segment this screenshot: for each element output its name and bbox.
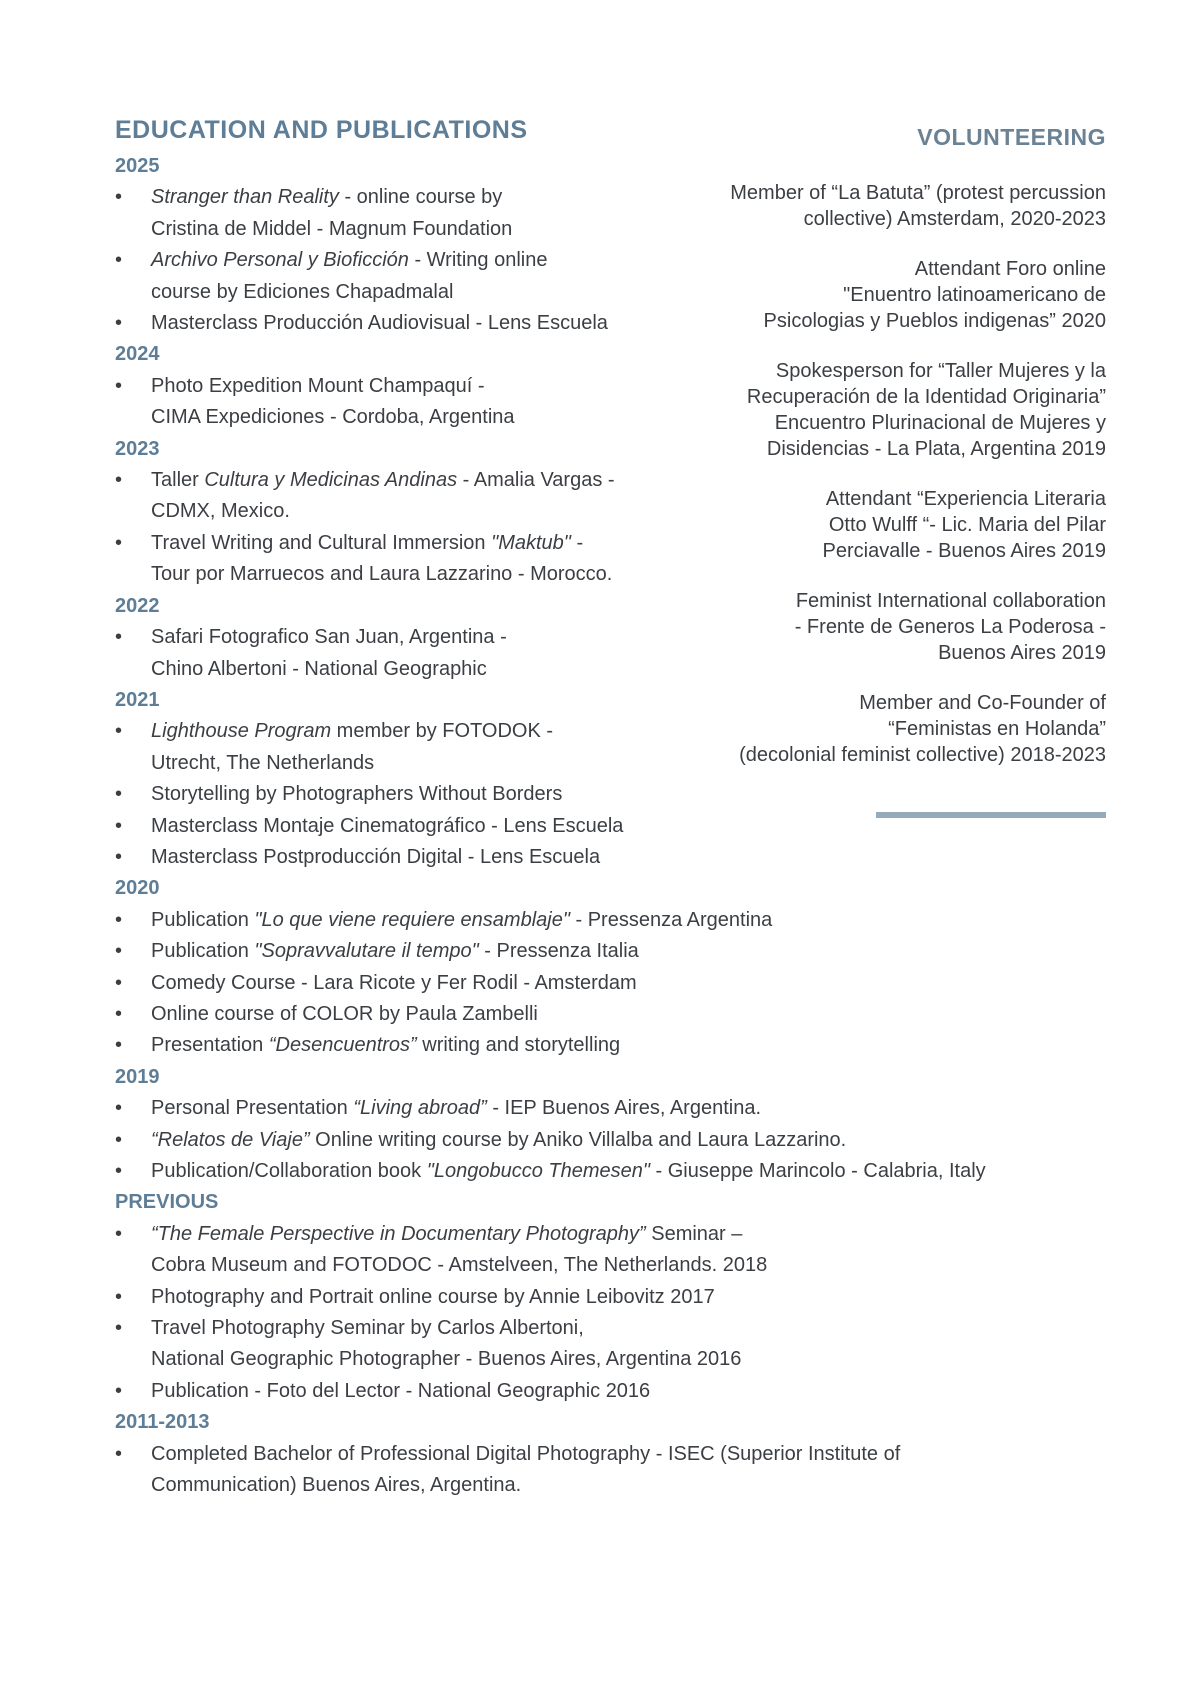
volunteering-item	[666, 588, 1106, 666]
education-item-line	[151, 1219, 1075, 1250]
text-segment: -	[570, 531, 584, 554]
education-title: EDUCATION AND PUBLICATIONS	[115, 116, 528, 144]
text-segment: Masterclass Producción Audiovisual - Lens Escuela	[151, 312, 608, 335]
text-segment: Presentation	[151, 1034, 269, 1057]
bullet-icon: •	[115, 783, 123, 806]
bullet-icon: •	[115, 1160, 123, 1182]
education-item	[115, 1219, 1075, 1282]
year-heading: 2020	[115, 877, 160, 900]
bullet-icon: •	[115, 1002, 123, 1025]
year-heading: PREVIOUS	[115, 1191, 219, 1214]
education-item-line	[151, 1470, 1075, 1501]
education-item-line	[151, 968, 1075, 999]
education-item	[115, 999, 1075, 1030]
text-segment: Publication	[151, 908, 255, 931]
volunteering-item	[666, 690, 1106, 768]
text-segment: Photography and Portrait online course by Annie Leibovitz 2017	[151, 1285, 715, 1308]
text-segment: CIMA Expediciones - Cordoba, Argentina	[151, 406, 515, 429]
italic-title: Stranger than Reality	[151, 186, 339, 209]
bullet-icon: •	[115, 1285, 123, 1308]
text-segment: Cristina de Middel - Magnum Foundation	[151, 217, 513, 240]
education-item-line	[151, 1282, 1075, 1313]
volunteering-item	[666, 256, 1106, 334]
volunteering-item	[666, 358, 1106, 462]
education-item	[115, 936, 1075, 967]
text-segment: - IEP Buenos Aires, Argentina.	[486, 1097, 762, 1120]
italic-title: "Sopravvalutare il tempo"	[254, 940, 479, 963]
text-segment: Photo Expedition Mount Champaquí -	[151, 374, 485, 397]
education-item-line	[151, 1439, 1075, 1470]
text-segment: - Pressenza Argentina	[569, 908, 773, 931]
volunteering-line: Encuentro Plurinacional de Mujeres y	[774, 412, 1106, 434]
bullet-icon: •	[115, 1442, 123, 1465]
bullet-icon: •	[115, 374, 123, 397]
education-item-line	[151, 1030, 1075, 1061]
volunteering-line: "Enuentro latinoamericano de	[843, 284, 1106, 306]
bullet-icon: •	[115, 720, 123, 743]
text-segment: Safari Fotografico San Juan, Argentina -	[151, 626, 507, 649]
bullet-icon: •	[115, 1317, 123, 1340]
italic-title: "Maktub"	[491, 531, 571, 554]
text-segment: Seminar –	[645, 1222, 743, 1245]
education-item-line	[151, 842, 1075, 873]
volunteering-list	[666, 180, 1106, 792]
text-segment: Travel Photography Seminar by Carlos Albertoni,	[151, 1317, 584, 1340]
volunteering-line: (decolonial feminist collective) 2018-2023	[739, 744, 1106, 766]
volunteering-item	[666, 486, 1106, 564]
volunteering-line: Disidencias - La Plata, Argentina 2019	[766, 438, 1106, 460]
bullet-icon: •	[115, 845, 123, 868]
italic-title: “The Female Perspective in Documentary Photography”	[151, 1222, 646, 1245]
italic-title: "Lo que viene requiere ensamblaje"	[254, 908, 570, 931]
text-segment: - Giuseppe Marincolo - Calabria, Italy	[649, 1160, 986, 1182]
bullet-icon: •	[115, 469, 123, 492]
bullet-icon: •	[115, 312, 123, 335]
text-segment: Publication	[151, 940, 255, 963]
text-segment: Cobra Museum and FOTODOC - Amstelveen, The Netherlands. 2018	[151, 1254, 768, 1277]
education-item-line	[151, 1344, 1075, 1375]
volunteering-line: Recuperación de la Identidad Originaria”	[746, 386, 1106, 408]
bullet-icon: •	[115, 1379, 123, 1402]
bullet-icon: •	[115, 626, 123, 649]
volunteering-line: Perciavalle - Buenos Aires 2019	[822, 540, 1106, 562]
section-divider	[876, 812, 1106, 818]
italic-title: “Living abroad”	[353, 1097, 487, 1120]
text-segment: Chino Albertoni - National Geographic	[151, 657, 487, 680]
bullet-icon: •	[115, 908, 123, 931]
text-segment: Publication/Collaboration book	[151, 1160, 427, 1182]
volunteering-line: Member of “La Batuta” (protest percussion	[730, 182, 1106, 204]
bullet-icon: •	[115, 1097, 123, 1120]
education-item	[115, 968, 1075, 999]
volunteering-line: Member and Co-Founder of	[859, 692, 1106, 714]
volunteering-line: Psicologias y Pueblos indigenas” 2020	[763, 310, 1106, 332]
volunteering-line: Buenos Aires 2019	[938, 642, 1106, 664]
text-segment: Personal Presentation	[151, 1097, 354, 1120]
volunteering-line: Spokesperson for “Taller Mujeres y la	[775, 360, 1106, 382]
education-item	[115, 905, 1075, 936]
bullet-icon: •	[115, 1034, 123, 1057]
year-heading: 2019	[115, 1065, 160, 1088]
education-item-line	[151, 999, 1075, 1030]
italic-title: Cultura y Medicinas Andinas	[204, 469, 458, 492]
education-item-line	[151, 1125, 1075, 1156]
year-heading: 2021	[115, 688, 160, 711]
education-item	[115, 842, 1075, 873]
education-item	[115, 1313, 1075, 1376]
italic-title: Archivo Personal y Bioficción	[151, 249, 409, 272]
text-segment: CDMX, Mexico.	[151, 500, 290, 523]
bullet-icon: •	[115, 531, 123, 554]
text-segment: National Geographic Photographer - Buenos Aires, Argentina 2016	[151, 1348, 742, 1371]
education-item-line	[151, 1376, 1075, 1407]
text-segment: - Pressenza Italia	[478, 940, 639, 963]
text-segment: Taller	[151, 469, 205, 492]
volunteering-line: “Feministas en Holanda”	[888, 718, 1106, 740]
bullet-icon: •	[115, 1128, 123, 1151]
text-segment: Masterclass Montaje Cinematográfico - Lens Escuela	[151, 814, 624, 837]
text-segment: Completed Bachelor of Professional Digital Photography - ISEC (Superior Institute of	[151, 1442, 901, 1465]
italic-title: “Desencuentros”	[268, 1034, 417, 1057]
text-segment: Travel Writing and Cultural Immersion	[151, 531, 492, 554]
education-item	[115, 1125, 1075, 1156]
education-item-line	[151, 905, 1075, 936]
text-segment: - Writing online	[408, 249, 548, 272]
bullet-icon: •	[115, 249, 123, 272]
volunteering-line: - Frente de Generos La Poderosa -	[794, 616, 1106, 638]
text-segment: Online writing course by Aniko Villalba and Laura Lazzarino.	[309, 1128, 847, 1151]
italic-title: "Longobucco Themesen"	[426, 1160, 650, 1182]
volunteering-item	[666, 180, 1106, 232]
text-segment: Communication) Buenos Aires, Argentina.	[151, 1474, 522, 1497]
volunteering-title: VOLUNTEERING	[917, 124, 1106, 150]
education-item	[115, 1093, 1075, 1124]
bullet-icon: •	[115, 971, 123, 994]
text-segment: Storytelling by Photographers Without Borders	[151, 783, 563, 806]
education-item	[115, 1030, 1075, 1061]
education-item-line	[151, 1156, 1075, 1187]
text-segment: course by Ediciones Chapadmalal	[151, 280, 454, 303]
bullet-icon: •	[115, 940, 123, 963]
text-segment: Online course of COLOR by Paula Zambelli	[151, 1002, 538, 1025]
education-item-line	[151, 1093, 1075, 1124]
year-heading: 2024	[115, 343, 160, 366]
education-item	[115, 1439, 1075, 1502]
year-heading: 2022	[115, 594, 160, 617]
year-heading: 2025	[115, 155, 160, 177]
education-item-line	[151, 1313, 1075, 1344]
text-segment: writing and storytelling	[416, 1034, 621, 1057]
volunteering-line: Otto Wulff “- Lic. Maria del Pilar	[828, 514, 1106, 536]
volunteering-line: Feminist International collaboration	[795, 590, 1106, 612]
text-segment: Comedy Course - Lara Ricote y Fer Rodil - Amsterdam	[151, 971, 637, 994]
volunteering-line: Attendant Foro online	[914, 258, 1106, 280]
text-segment: member by FOTODOK -	[331, 720, 553, 743]
bullet-icon: •	[115, 186, 123, 209]
education-item-line	[151, 1250, 1075, 1281]
bullet-icon: •	[115, 1222, 123, 1245]
volunteering-line: Attendant “Experiencia Literaria	[825, 488, 1106, 510]
year-heading: 2023	[115, 437, 160, 460]
volunteering-line: collective) Amsterdam, 2020-2023	[803, 208, 1106, 230]
year-heading: 2011-2013	[115, 1411, 210, 1434]
bullet-icon: •	[115, 814, 123, 837]
education-item	[115, 1156, 1075, 1187]
text-segment: Utrecht, The Netherlands	[151, 751, 375, 774]
text-segment: Publication - Foto del Lector - National Geographic 2016	[151, 1379, 651, 1402]
text-segment: Masterclass Postproducción Digital - Lens Escuela	[151, 845, 601, 868]
education-item-line	[151, 936, 1075, 967]
italic-title: “Relatos de Viaje”	[151, 1128, 310, 1151]
italic-title: Lighthouse Program	[151, 720, 332, 743]
text-segment: - online course by	[338, 186, 503, 209]
education-item	[115, 1282, 1075, 1313]
education-item	[115, 1376, 1075, 1407]
text-segment: Tour por Marruecos and Laura Lazzarino - Morocco.	[151, 563, 613, 586]
text-segment: - Amalia Vargas -	[457, 469, 615, 492]
